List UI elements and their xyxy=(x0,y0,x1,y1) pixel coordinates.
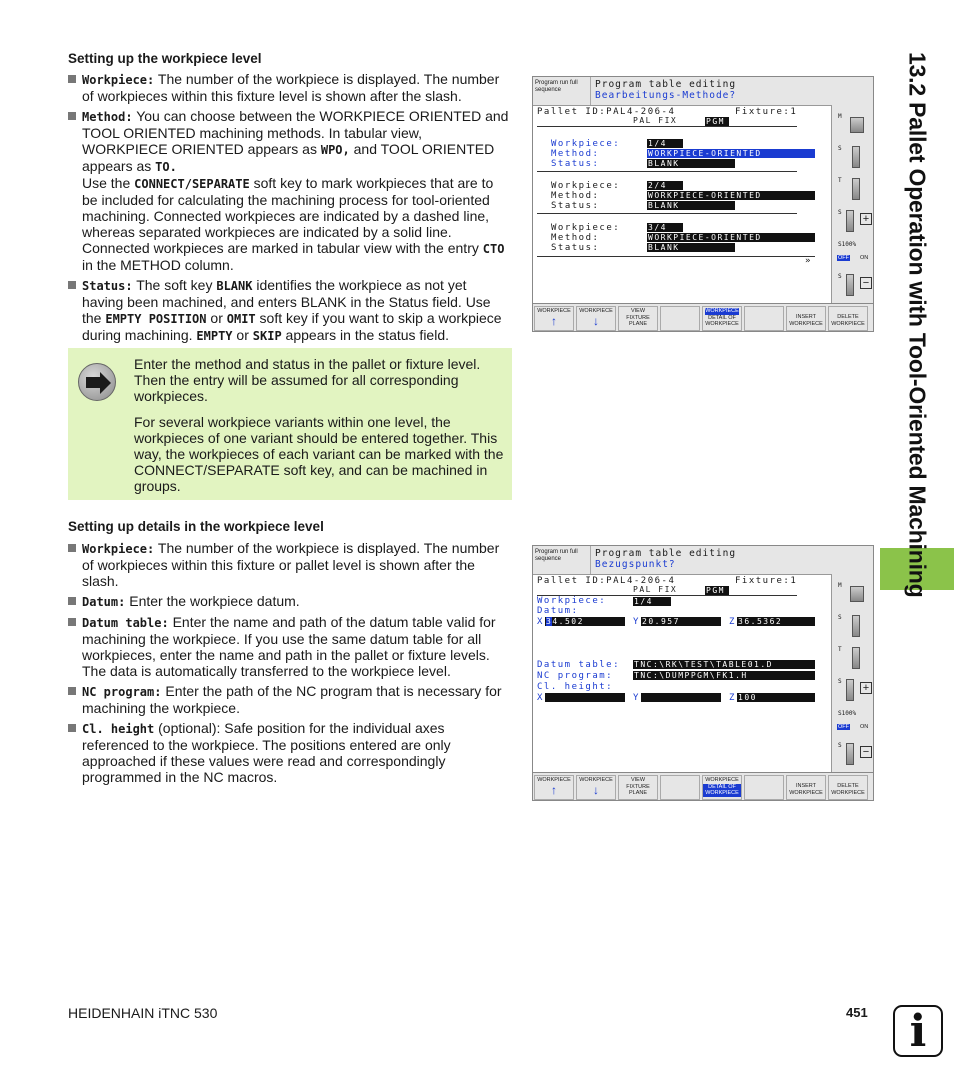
workpiece-number-field[interactable]: 1/4 xyxy=(647,139,683,148)
keyword: TO. xyxy=(155,160,177,174)
m-function-icon[interactable]: M xyxy=(836,580,872,608)
status-sidebar xyxy=(831,574,874,772)
keyword: OMIT xyxy=(226,312,256,326)
keyword: Workpiece: xyxy=(82,542,155,556)
keyword: Datum: xyxy=(82,595,126,609)
method-field[interactable]: WORKPIECE-ORIENTED xyxy=(647,191,815,200)
list-item xyxy=(68,108,510,273)
page-number: 451 xyxy=(846,1005,868,1020)
axis-label: X xyxy=(537,693,544,703)
bullet-text: appears in the status field. xyxy=(281,327,449,343)
tool-icon[interactable]: T xyxy=(836,175,872,203)
status-field[interactable]: BLANK xyxy=(647,243,735,252)
axis-label: Z xyxy=(729,693,736,703)
datum-z-field[interactable]: 36.5362 xyxy=(737,617,815,626)
datum-y-field[interactable]: 20.957 xyxy=(641,617,721,626)
screen-prompt: Bearbeitungs-Methode? xyxy=(595,90,737,101)
pallet-id: Pallet ID:PAL4-206-4 xyxy=(537,107,676,117)
tnc-screen-detail-level xyxy=(532,545,874,801)
softkey-workpiece-detail[interactable]: WORKPIECE DETAIL OF WORKPIECE xyxy=(702,775,742,800)
fixture-label: Fixture:1 xyxy=(735,107,798,117)
softkey-insert-workpiece[interactable]: INSERT WORKPIECE xyxy=(786,775,826,800)
tool-icon[interactable]: T xyxy=(836,644,872,672)
spindle-minus-icon[interactable]: S − xyxy=(836,271,872,299)
axis-label: Y xyxy=(633,617,640,627)
screen-title-text: Program table editing xyxy=(595,548,737,559)
cl-height-x-field[interactable] xyxy=(545,693,625,702)
more-indicator: » xyxy=(805,256,812,266)
list-item xyxy=(68,683,510,716)
divider xyxy=(537,256,815,257)
bullet-text: identifies the workpiece as not yet having been machined, and enters BLANK in the Status field. Use the xyxy=(82,277,491,326)
level-pgm-active: PGM xyxy=(705,586,729,595)
softkey-empty[interactable] xyxy=(660,775,700,800)
bullet-square xyxy=(68,281,76,289)
spindle-icon[interactable]: S xyxy=(836,143,872,171)
bullet-text: The soft key xyxy=(132,277,217,293)
bullet-text: or xyxy=(206,310,227,326)
screen-title-text: Program table editing xyxy=(595,79,737,90)
list-item xyxy=(68,614,510,679)
status-sidebar xyxy=(831,105,874,303)
cl-height-y-field[interactable] xyxy=(641,693,721,702)
chapter-title-text: 13.2 Pallet Operation with Tool-Oriented Machining xyxy=(904,52,931,598)
section-heading-workpiece-level: Setting up the workpiece level xyxy=(68,51,262,66)
operating-mode-label: Program run full sequence xyxy=(533,77,591,105)
footer-product-name: HEIDENHAIN iTNC 530 xyxy=(68,1005,218,1021)
field-label: Workpiece: xyxy=(537,596,607,606)
screen-header xyxy=(533,77,874,105)
bullet-list-details-level xyxy=(68,540,510,789)
axis-label: X xyxy=(537,617,544,627)
field-label: NC program: xyxy=(537,671,614,681)
field-label: Status: xyxy=(551,201,600,211)
field-label: Datum table: xyxy=(537,660,621,670)
keyword: Status: xyxy=(82,279,133,293)
keyword: Datum table: xyxy=(82,616,169,630)
keyword: NC program: xyxy=(82,685,162,699)
field-label: Method: xyxy=(551,149,600,159)
level-indicator: PAL FIX xyxy=(633,585,678,594)
field-label: Cl. height: xyxy=(537,682,614,692)
level-indicator: PAL FIX xyxy=(633,116,678,125)
separator-line xyxy=(537,171,797,172)
field-label: Workpiece: xyxy=(551,139,621,149)
arrow-right-icon xyxy=(78,363,116,401)
screen-header xyxy=(533,546,874,574)
bullet-text: or xyxy=(232,327,253,343)
list-item xyxy=(68,540,510,589)
softkey-workpiece-down[interactable]: WORKPIECE ↓ xyxy=(576,775,616,800)
workpiece-number-field[interactable]: 3/4 xyxy=(647,223,683,232)
note-paragraph: Enter the method and status in the pallet or fixture level. Then the entry will be assumed for all corresponding workpieces. xyxy=(134,356,481,404)
bullet-square xyxy=(68,687,76,695)
softkey-delete-workpiece[interactable]: DELETE WORKPIECE xyxy=(828,306,868,331)
bullet-text: in the METHOD column. xyxy=(82,257,234,273)
softkey-bar xyxy=(533,772,874,801)
info-icon: i xyxy=(893,1005,943,1057)
bullet-text: The number of the workpiece is displayed. The number of workpieces within this fixture level is shown after the slash. xyxy=(82,71,500,104)
status-field[interactable]: BLANK xyxy=(647,201,735,210)
softkey-view-fixture-plane[interactable]: VIEW FIXTURE PLANE xyxy=(618,775,658,800)
axis-label: Y xyxy=(633,693,640,703)
field-label: Status: xyxy=(551,159,600,169)
screen-title xyxy=(595,79,736,101)
field-label: Datum: xyxy=(537,606,579,616)
spindle-plus-icon[interactable]: S + xyxy=(836,207,872,235)
keyword: CONNECT/SEPARATE xyxy=(134,177,250,191)
screen-main-area xyxy=(533,105,831,303)
keyword: Cl. height xyxy=(82,722,155,736)
keyword: EMPTY POSITION xyxy=(105,312,207,326)
bullet-text: Enter the workpiece datum. xyxy=(125,593,300,609)
status-field[interactable]: BLANK xyxy=(647,159,735,168)
bullet-square xyxy=(68,544,76,552)
softkey-workpiece-up[interactable]: WORKPIECE ↑ xyxy=(534,306,574,331)
keyword: BLANK xyxy=(216,279,253,293)
method-field[interactable]: WORKPIECE-ORIENTED xyxy=(647,233,815,242)
list-item xyxy=(68,277,510,344)
bullet-square xyxy=(68,112,76,120)
workpiece-number-field[interactable]: 1/4 xyxy=(633,597,671,606)
field-label: Method: xyxy=(551,233,600,243)
datum-table-field[interactable]: TNC:\RK\TEST\TABLE01.D xyxy=(633,660,815,669)
bullet-square xyxy=(68,75,76,83)
pallet-id: Pallet ID:PAL4-206-4 xyxy=(537,576,676,586)
method-field-selected[interactable]: WORKPIECE-ORIENTED xyxy=(647,149,815,158)
tnc-screen-workpiece-level xyxy=(532,76,874,332)
operating-mode-label: Program run full sequence xyxy=(533,546,591,574)
softkey-workpiece-detail[interactable]: WORKPIECE DETAIL OF WORKPIECE xyxy=(702,306,742,331)
field-label: Workpiece: xyxy=(551,181,621,191)
fixture-label: Fixture:1 xyxy=(735,576,798,586)
bullet-square xyxy=(68,724,76,732)
bullet-text: (optional): Safe position for the individual axes referenced to the workpiece. The positions entered are only approached if these values were read and correspondingly programmed in the NC macros. xyxy=(82,720,451,785)
cl-height-z-field[interactable]: 100 xyxy=(737,693,815,702)
softkey-workpiece-down[interactable]: WORKPIECE ↓ xyxy=(576,306,616,331)
bullet-text: Enter the name and path of the datum table valid for machining the workpiece. If you use the same datum table for all workpieces, enter the name and path in the pallet or fixture levels. The data is automatically transferred to the workpiece level. xyxy=(82,614,496,679)
list-item xyxy=(68,593,510,610)
softkey-delete-workpiece[interactable]: DELETE WORKPIECE xyxy=(828,775,868,800)
keyword: WPO, xyxy=(320,143,350,157)
keyword: EMPTY xyxy=(196,329,233,343)
bullet-square xyxy=(68,597,76,605)
field-label: Workpiece: xyxy=(551,223,621,233)
field-label: Status: xyxy=(551,243,600,253)
bullet-text: and TOOL ORIENTED appears as xyxy=(82,141,495,174)
bullet-text: The number of the workpiece is displayed. The number of workpieces within this fixture or pallet level is shown after the slash. xyxy=(82,540,500,589)
bullet-text: soft key if you want to skip a workpiece during machining. xyxy=(82,310,502,343)
softkey-workpiece-up[interactable]: WORKPIECE ↑ xyxy=(534,775,574,800)
m-function-icon[interactable]: M xyxy=(836,111,872,139)
bullet-text: Enter the path of the NC program that is necessary for machining the workpiece. xyxy=(82,683,502,716)
screen-title xyxy=(595,548,736,570)
list-item xyxy=(68,71,510,104)
field-label: Method: xyxy=(551,191,600,201)
override-toggle[interactable]: S100% OFF ON xyxy=(838,241,869,261)
screen-main-area xyxy=(533,574,831,772)
spindle-icon[interactable]: S xyxy=(836,612,872,640)
datum-x-field[interactable]: 34.502 xyxy=(545,617,625,626)
softkey-insert-workpiece[interactable]: INSERT WORKPIECE xyxy=(786,306,826,331)
workpiece-number-field[interactable]: 2/4 xyxy=(647,181,683,190)
bullet-paragraph xyxy=(82,175,510,273)
nc-program-field[interactable]: TNC:\DUMPPGM\FK1.H xyxy=(633,671,815,680)
bullet-text: Use the xyxy=(82,175,135,191)
bullet-square xyxy=(68,618,76,626)
keyword: Method: xyxy=(82,110,133,124)
level-pgm-active: PGM xyxy=(705,117,729,126)
softkey-bar xyxy=(533,303,874,332)
keyword: SKIP xyxy=(252,329,282,343)
axis-label: Z xyxy=(729,617,736,627)
keyword: CTO xyxy=(482,242,505,256)
softkey-view-fixture-plane[interactable]: VIEW FIXTURE PLANE xyxy=(618,306,658,331)
separator-line xyxy=(537,213,797,214)
note-paragraph: For several workpiece variants within one level, the workpieces of one variant should be entered together. This way, the workpieces of each variant can be marked with the CONNECT/SEPARATE soft key, and can be machined in groups. xyxy=(134,414,504,494)
keyword: Workpiece: xyxy=(82,73,155,87)
list-item xyxy=(68,720,510,785)
note-text xyxy=(134,356,504,504)
note-box xyxy=(68,348,512,500)
override-toggle[interactable]: S100% OFF ON xyxy=(838,710,869,730)
spindle-plus-icon[interactable]: S + xyxy=(836,676,872,704)
spindle-minus-icon[interactable]: S − xyxy=(836,740,872,768)
softkey-empty[interactable] xyxy=(744,775,784,800)
section-heading-details-level: Setting up details in the workpiece level xyxy=(68,519,324,534)
bullet-text: You can choose between the WORKPIECE ORIENTED and TOOL ORIENTED machining methods. In tabular view, WORKPIECE ORIENTED appears as xyxy=(82,108,509,157)
bullet-list-workpiece-level xyxy=(68,71,510,348)
bullet-text: soft key to mark workpieces that are to be included for calculating the machining process for tool-oriented machining. Connected workpieces are indicated by a dashed line, whereas separated workpieces are indicated by a solid line. Connected workpieces are marked in tabular view with the entry xyxy=(82,175,494,256)
softkey-empty[interactable] xyxy=(660,306,700,331)
divider xyxy=(537,126,797,127)
softkey-empty[interactable] xyxy=(744,306,784,331)
screen-prompt: Bezugspunkt? xyxy=(595,559,676,570)
